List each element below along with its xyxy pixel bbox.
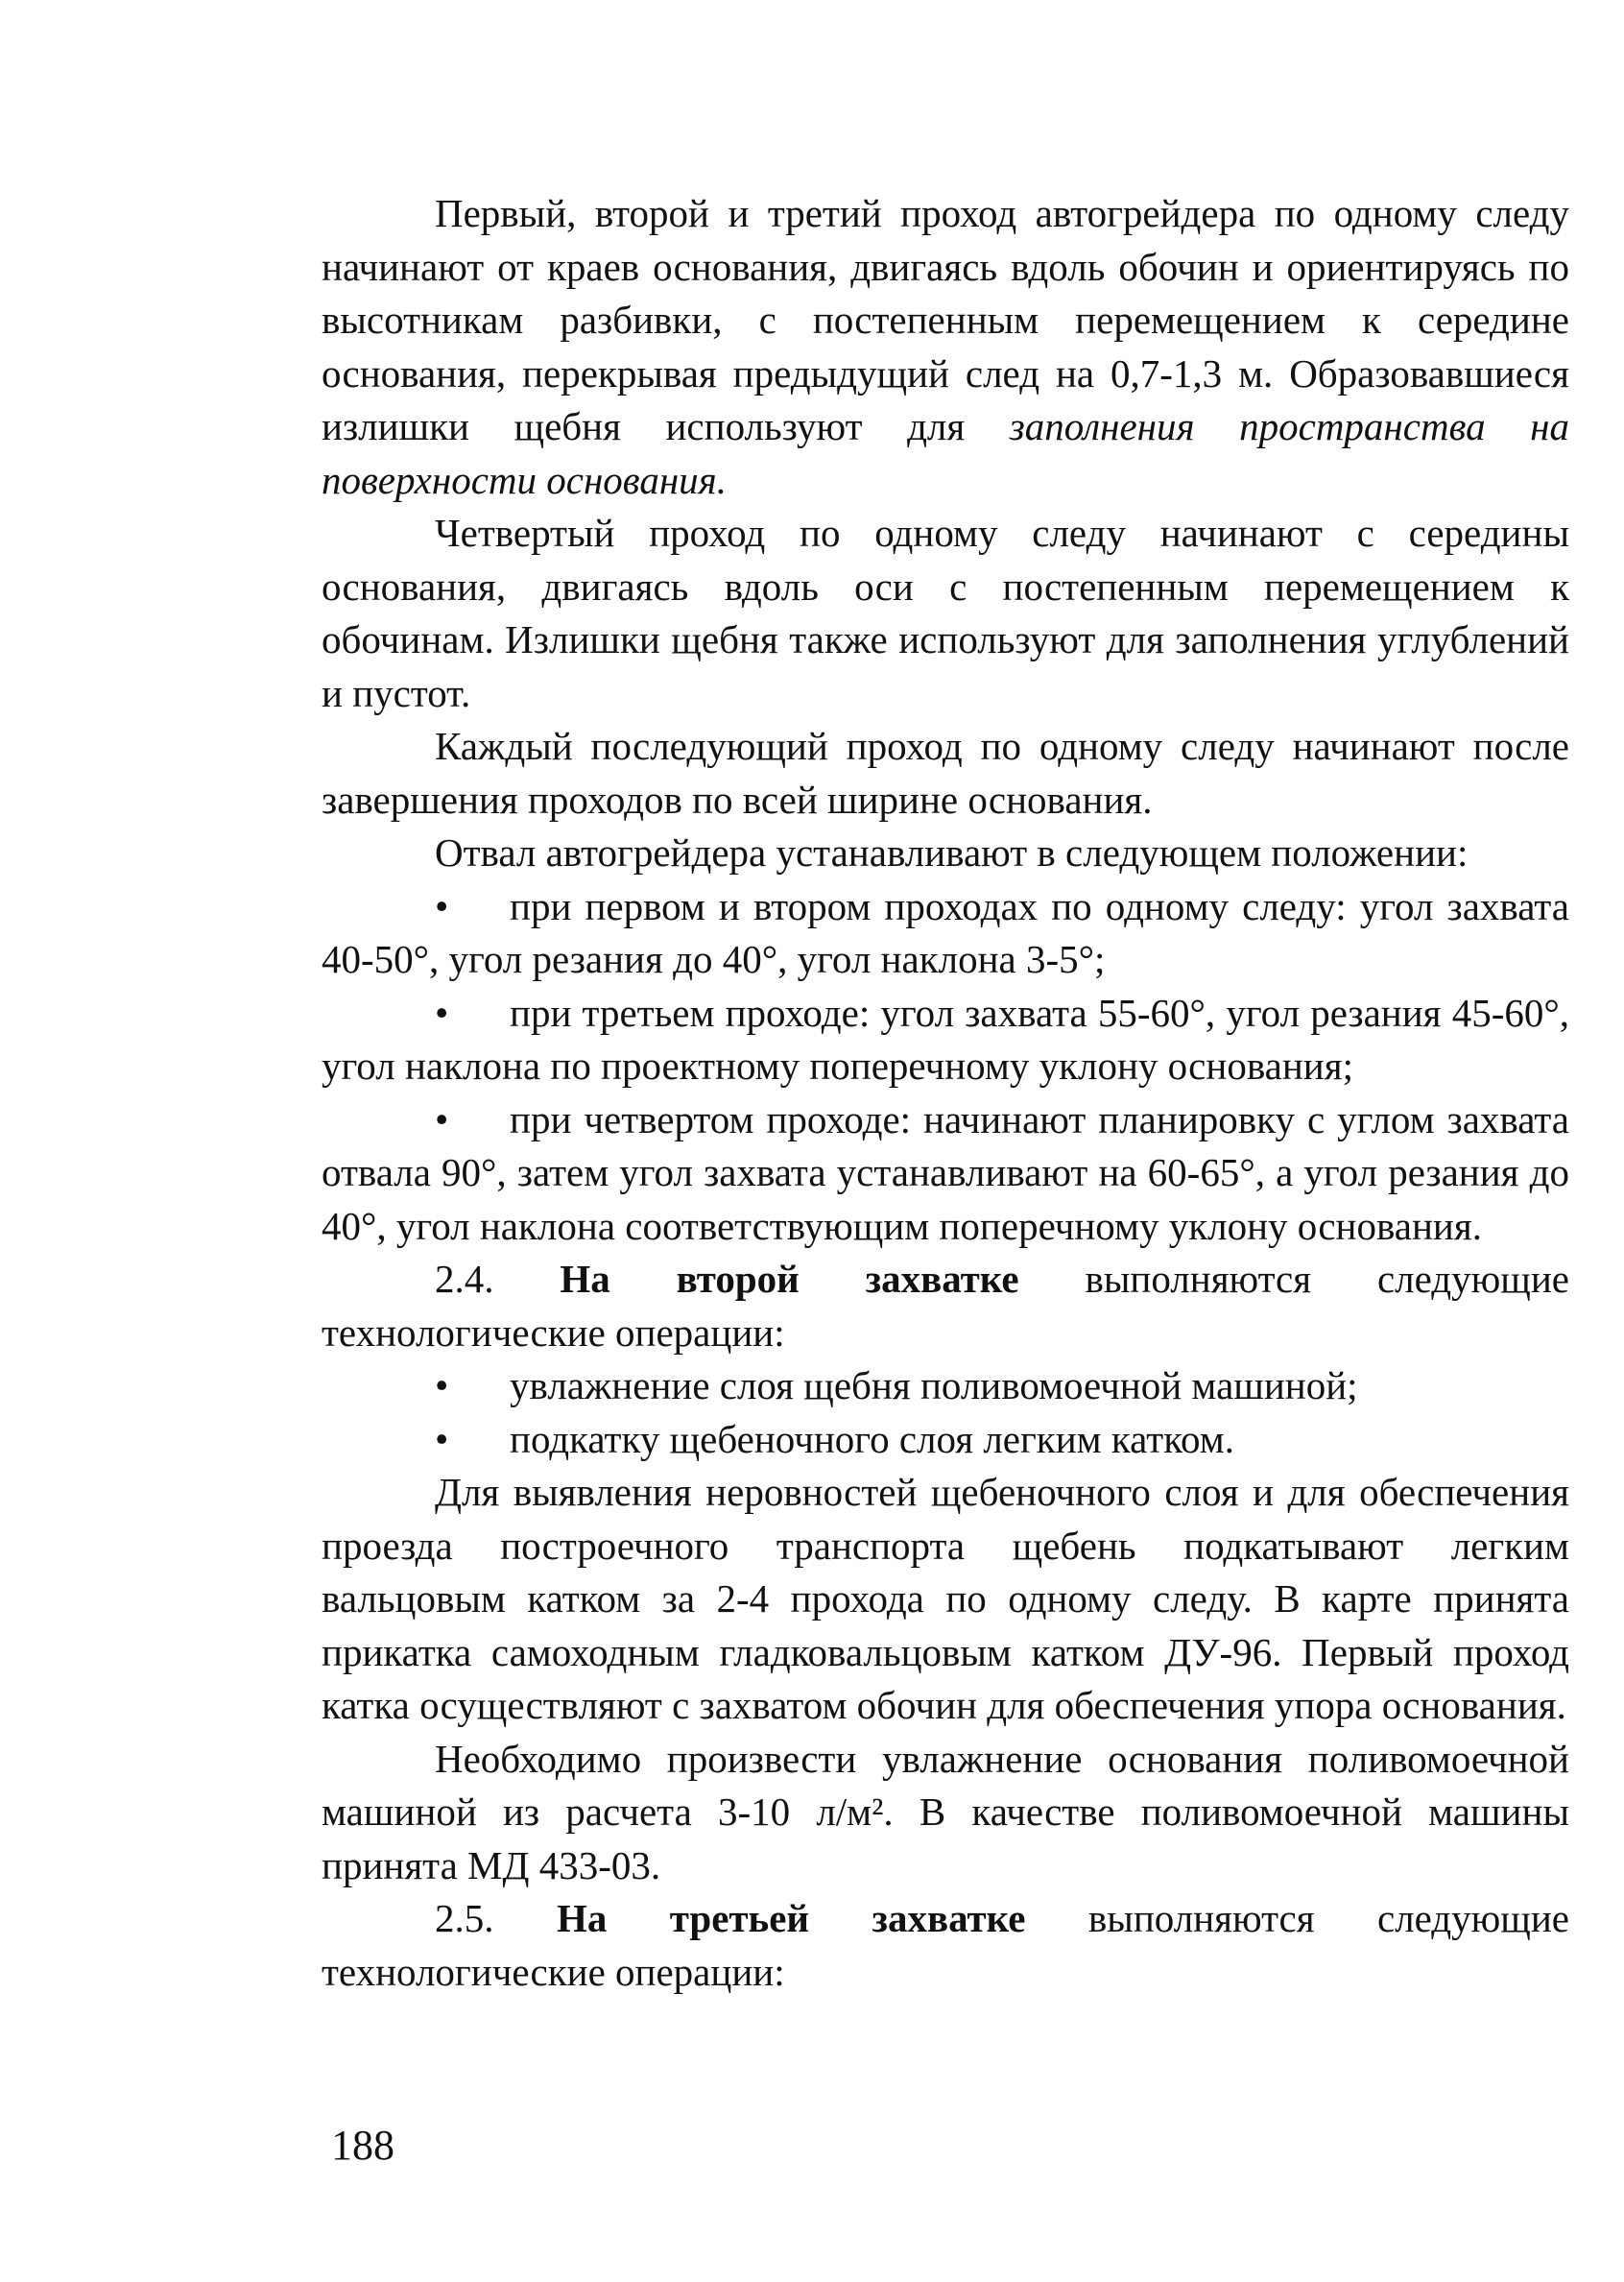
page-body (322, 187, 1569, 1999)
page-number: 188 (331, 2122, 394, 2169)
list-item: • при четвертом проходе: начинают планировку с углом захвата отвала 90°, затем угол захвата устанавливают на 60-65°, а угол резания до 40°, угол наклона соответствующим поперечному уклону основания. (322, 1093, 1569, 1254)
paragraph-grader-passes-1-3: Первый, второй и третий проход автогрейдера по одному следу начинают от краев основания, двигаясь вдоль обочин и ориентируясь по высотникам разбивки, с постепенным перемещением к середине основания, перекрывая предыдущий след на 0,7-1,3 м. Образовавшиеся излишки щебня используют для заполнения пространства на поверхности основания. (322, 191, 1569, 502)
paragraph-blade-position: Отвал автогрейдера устанавливают в следующем положении: (435, 830, 1469, 875)
bullet-icon: • (435, 1416, 449, 1461)
list-item: • при третьем проходе: угол захвата 55-60°, угол резания 45-60°, угол наклона по проектному поперечному уклону основания; (322, 987, 1569, 1093)
section-heading-2-5: 2.5. На третьей захватке выполняются следующие технологические операции: (322, 1896, 1570, 1994)
bullet-icon: • (435, 883, 449, 928)
paragraph-watering: Необходимо произвести увлажнение основания поливомоечной машиной из расчета 3-10 л/м². В качестве поливомоечной машины принята МД 433-03. (322, 1736, 1569, 1887)
section-heading-2-4: 2.4. На второй захватке выполняются следующие технологические операции: (322, 1257, 1569, 1355)
list-item: • при первом и втором проходах по одному следу: угол захвата 40-50°, угол резания до 40°, угол наклона 3-5°; (322, 880, 1569, 987)
paragraph-grader-pass-4: Четвертый проход по одному следу начинают с середины основания, двигаясь вдоль оси с постепенным перемещением к обочинам. Излишки щебня также используют для заполнения углублений и пустот. (322, 511, 1569, 715)
section-title-bold: На второй захватке (560, 1257, 1019, 1301)
list-item: • увлажнение слоя щебня поливомоечной машиной; (322, 1359, 1569, 1413)
italic-phrase: заполнения пространства на поверхности основания. (322, 404, 1569, 502)
paragraph-subsequent-passes: Каждый последующий проход по одному следу начинают после завершения проходов по всей ширине основания. (322, 724, 1569, 822)
bullet-icon: • (435, 1363, 449, 1407)
list-item: • подкатку щебеночного слоя легким катком. (322, 1413, 1569, 1467)
section-title-bold: На третьей захватке (556, 1896, 1026, 1940)
paragraph-rolling: Для выявления неровностей щебеночного слоя и для обеспечения проезда построечного транспорта щебень подкатывают легким вальцовым катком за 2-4 прохода по одному следу. В карте принята прикатка самоходным гладковальцовым катком ДУ-96. Первый проход катка осуществляют с захватом обочин для обеспечения упора основания. (322, 1470, 1569, 1727)
bullet-icon: • (435, 1096, 449, 1141)
bullet-icon: • (435, 990, 449, 1035)
